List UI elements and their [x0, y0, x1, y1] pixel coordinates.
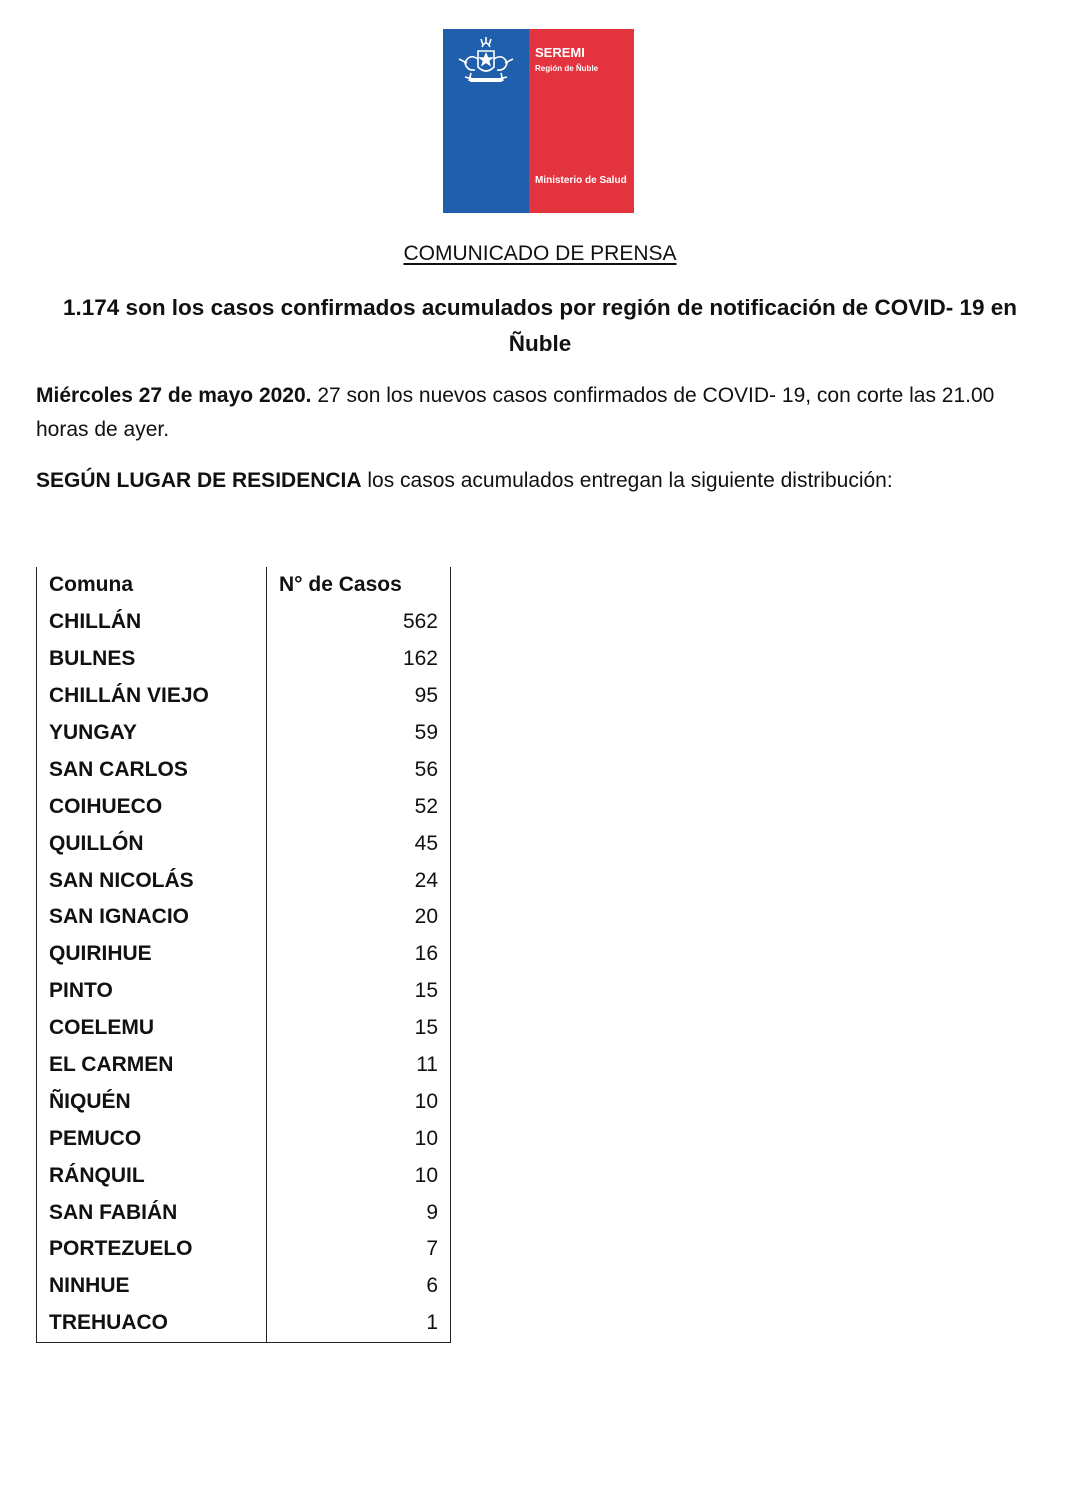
table-row — [37, 1231, 450, 1268]
table-row — [37, 1047, 450, 1084]
cases-table — [36, 567, 451, 1343]
cell-comuna: BULNES — [37, 641, 267, 678]
cell-comuna: PINTO — [37, 973, 267, 1010]
cell-comuna: COIHUECO — [37, 788, 267, 825]
table-row — [37, 825, 450, 862]
cell-comuna: QUIRIHUE — [37, 936, 267, 973]
paragraph-date — [36, 379, 1036, 447]
cell-casos: 10 — [414, 1126, 438, 1150]
cell-comuna: COELEMU — [37, 1010, 267, 1047]
table-body — [37, 604, 450, 1342]
cell-comuna: SAN NICOLÁS — [37, 862, 267, 899]
press-release-kicker: COMUNICADO DE PRENSA — [403, 242, 677, 265]
cell-casos: 11 — [416, 1053, 438, 1077]
table-row — [37, 862, 450, 899]
cell-casos: 1 — [426, 1311, 438, 1335]
cell-comuna: PEMUCO — [37, 1120, 267, 1157]
cell-comuna: SAN FABIÁN — [37, 1194, 267, 1231]
cell-comuna: SAN CARLOS — [37, 751, 267, 788]
cell-comuna: RÁNQUIL — [37, 1157, 267, 1194]
cell-comuna: QUILLÓN — [37, 825, 267, 862]
cell-casos: 24 — [414, 868, 438, 892]
cell-comuna: NINHUE — [37, 1268, 267, 1305]
table-row — [37, 899, 450, 936]
header-casos: N° de Casos — [279, 573, 402, 597]
cell-comuna: PORTEZUELO — [37, 1231, 267, 1268]
cell-casos: 59 — [414, 721, 438, 744]
cell-comuna: YUNGAY — [37, 715, 267, 752]
cell-comuna: SAN IGNACIO — [37, 899, 267, 936]
table-header-row — [37, 567, 450, 604]
table-row — [37, 1305, 450, 1342]
table-row — [37, 936, 450, 973]
cell-comuna: CHILLÁN — [37, 604, 267, 641]
cell-casos: 9 — [426, 1200, 438, 1224]
cell-comuna: TREHUACO — [37, 1305, 267, 1342]
logo-ministry: Ministerio de Salud — [535, 175, 627, 186]
logo-red-panel — [529, 29, 634, 213]
cell-casos: 10 — [414, 1163, 438, 1187]
logo-blue-panel — [443, 29, 529, 213]
cell-casos: 7 — [426, 1237, 438, 1261]
table-row — [37, 715, 450, 752]
headline: 1.174 son los casos confirmados acumulados por región de notificación de COVID- 19 en Ñuble — [63, 295, 1017, 356]
cell-casos: 162 — [402, 647, 438, 671]
paragraph-residence-bold: SEGÚN LUGAR DE RESIDENCIA — [36, 469, 362, 492]
table-row — [37, 1120, 450, 1157]
table-row — [37, 1268, 450, 1305]
cell-casos: 562 — [402, 610, 438, 634]
table-row — [37, 1010, 450, 1047]
table-row — [37, 641, 450, 678]
cell-casos: 52 — [414, 794, 438, 818]
paragraph-residence — [36, 464, 1036, 498]
cell-casos: 95 — [414, 684, 438, 708]
table-row — [37, 604, 450, 641]
cell-casos: 15 — [414, 979, 438, 1003]
cell-casos: 10 — [414, 1089, 438, 1113]
cell-casos: 6 — [426, 1274, 438, 1298]
table-row — [37, 1194, 450, 1231]
cell-comuna: ÑIQUÉN — [37, 1083, 267, 1120]
cell-comuna: EL CARMEN — [37, 1047, 267, 1084]
paragraph-residence-text: los casos acumulados entregan la siguiente distribución: — [361, 469, 893, 492]
table-row — [37, 1157, 450, 1194]
logo-region: Región de Ñuble — [535, 64, 599, 73]
paragraph-date-bold: Miércoles 27 de mayo 2020. — [36, 384, 312, 407]
cell-casos: 20 — [414, 905, 438, 929]
cell-casos: 56 — [414, 757, 438, 781]
cell-casos: 45 — [414, 831, 438, 855]
chile-coat-of-arms-icon — [453, 37, 519, 87]
table-row — [37, 751, 450, 788]
table-row — [37, 678, 450, 715]
table-row — [37, 788, 450, 825]
seremi-logo — [443, 29, 634, 213]
table-row — [37, 1083, 450, 1120]
table-row — [37, 973, 450, 1010]
header-comuna: Comuna — [37, 567, 267, 604]
paragraph-date-text: 27 son los nuevos casos confirmados de COVID- 19, con corte las 21.00 horas de ayer. — [36, 384, 995, 441]
cell-casos: 15 — [414, 1016, 438, 1040]
cell-casos: 16 — [414, 942, 438, 966]
logo-title: SEREMI — [535, 45, 585, 60]
cell-comuna: CHILLÁN VIEJO — [37, 678, 267, 715]
